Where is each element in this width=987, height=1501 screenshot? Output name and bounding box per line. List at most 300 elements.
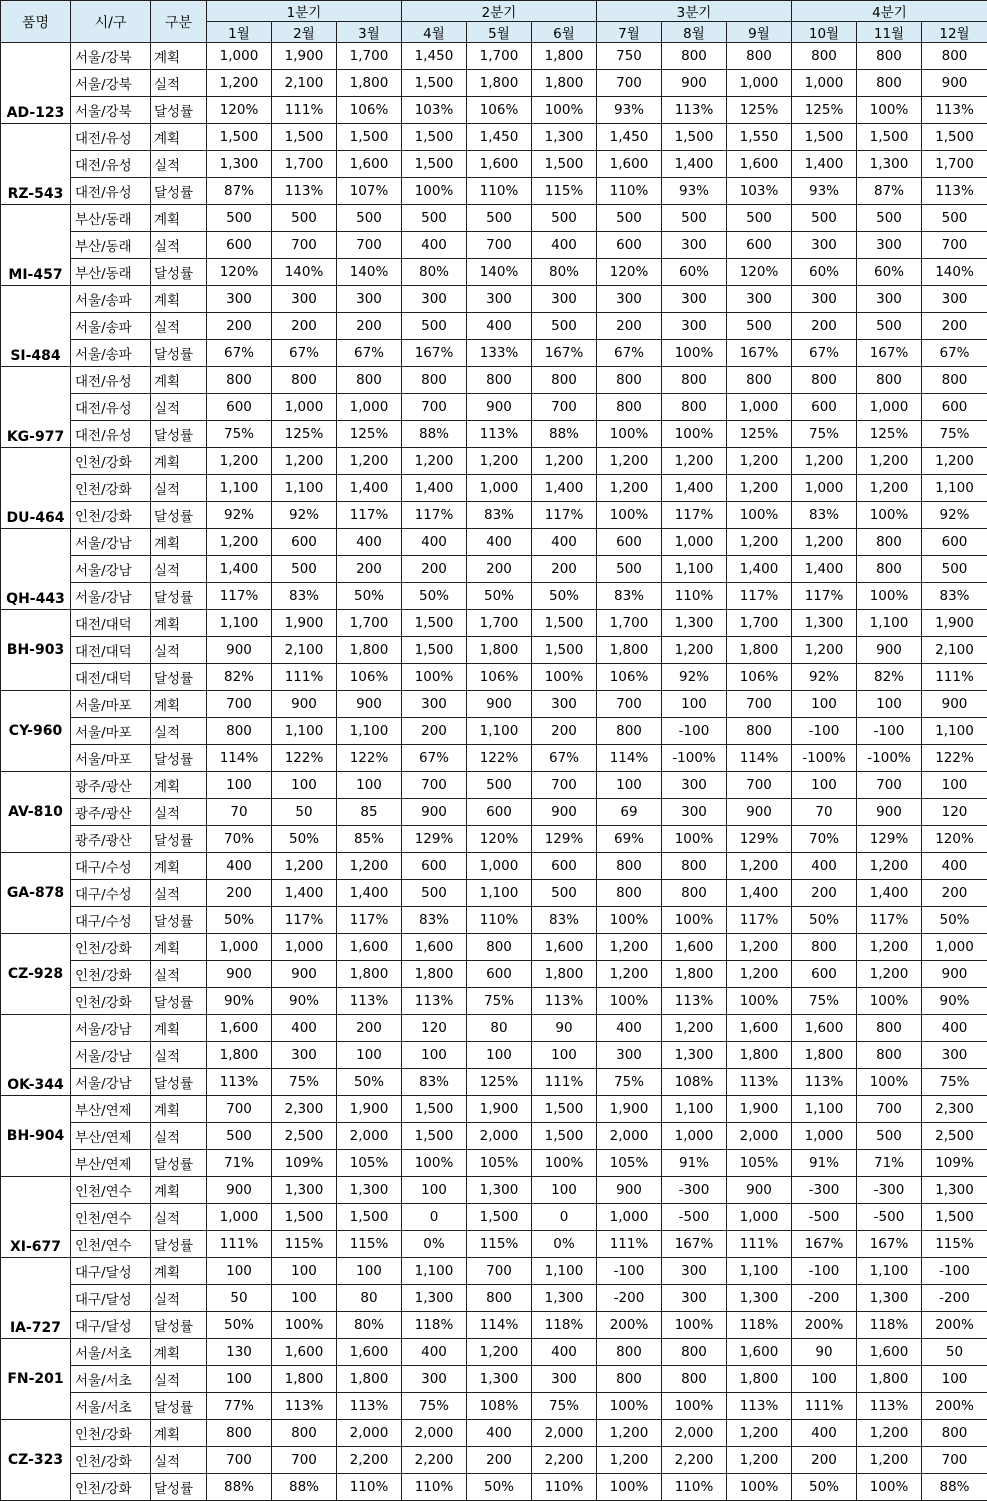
table-row [1, 1096, 987, 1123]
value-cell: 67% [597, 340, 662, 367]
value-cell: 70 [792, 799, 857, 826]
value-cell: 110% [662, 583, 727, 610]
value-cell: 90 [532, 1015, 597, 1042]
city-cell: 서울/마포 [71, 718, 151, 745]
value-cell: 900 [857, 799, 922, 826]
value-cell: 1,600 [727, 1339, 792, 1366]
value-cell: 100 [272, 1258, 337, 1285]
kind-cell: 계획 [151, 205, 207, 232]
value-cell: 1,600 [337, 1339, 402, 1366]
value-cell: -500 [792, 1204, 857, 1231]
value-cell: 125% [857, 421, 922, 448]
value-cell: 1,200 [597, 934, 662, 961]
value-cell: 105% [337, 1150, 402, 1177]
value-cell: 111% [597, 1231, 662, 1258]
value-cell: 1,200 [532, 448, 597, 475]
value-cell: -100 [597, 1258, 662, 1285]
value-cell: 800 [662, 1339, 727, 1366]
kind-cell: 계획 [151, 124, 207, 151]
value-cell: 1,400 [207, 556, 272, 583]
value-cell: 83% [402, 1069, 467, 1096]
kind-cell: 실적 [151, 313, 207, 340]
value-cell: 1,700 [922, 151, 987, 178]
kind-cell: 계획 [151, 691, 207, 718]
table-row [1, 1447, 987, 1474]
value-cell: 100% [597, 907, 662, 934]
value-cell: 1,500 [922, 124, 987, 151]
value-cell: 750 [597, 43, 662, 70]
value-cell: 50% [922, 907, 987, 934]
value-cell: 100% [662, 421, 727, 448]
table-row [1, 691, 987, 718]
value-cell: 100% [662, 826, 727, 853]
value-cell: 1,400 [337, 475, 402, 502]
value-cell: 117% [402, 502, 467, 529]
value-cell: 1,900 [922, 610, 987, 637]
value-cell: 200 [207, 313, 272, 340]
city-cell: 인천/연수 [71, 1204, 151, 1231]
city-cell: 대전/유성 [71, 178, 151, 205]
value-cell: 113% [272, 178, 337, 205]
value-cell: -100% [662, 745, 727, 772]
value-cell: 1,200 [207, 529, 272, 556]
value-cell: 114% [597, 745, 662, 772]
value-cell: 1,800 [272, 1366, 337, 1393]
value-cell: 800 [662, 853, 727, 880]
value-cell: 111% [727, 1231, 792, 1258]
value-cell: 100 [207, 1258, 272, 1285]
city-cell: 인천/강화 [71, 1474, 151, 1501]
value-cell: 1,500 [207, 124, 272, 151]
value-cell: 117% [272, 907, 337, 934]
kind-cell: 계획 [151, 1177, 207, 1204]
value-cell: 1,100 [272, 475, 337, 502]
value-cell: 1,700 [272, 151, 337, 178]
value-cell: 300 [857, 286, 922, 313]
value-cell: 200 [597, 313, 662, 340]
value-cell: 115% [532, 178, 597, 205]
product-name: AV-810 [1, 772, 71, 853]
kind-cell: 계획 [151, 448, 207, 475]
value-cell: 100 [272, 772, 337, 799]
value-cell: 109% [922, 1150, 987, 1177]
value-cell: 1,200 [727, 475, 792, 502]
value-cell: 1,500 [402, 637, 467, 664]
value-cell: 1,200 [792, 637, 857, 664]
value-cell: 300 [662, 772, 727, 799]
value-cell: 1,700 [467, 610, 532, 637]
value-cell: 1,300 [662, 1042, 727, 1069]
value-cell: 1,450 [402, 43, 467, 70]
kind-cell: 계획 [151, 1420, 207, 1447]
value-cell: 91% [792, 1150, 857, 1177]
value-cell: 67% [532, 745, 597, 772]
value-cell: 400 [467, 313, 532, 340]
table-row [1, 664, 987, 691]
value-cell: 100% [402, 178, 467, 205]
product-name: KG-977 [1, 367, 71, 448]
value-cell: 1,300 [662, 610, 727, 637]
value-cell: -300 [857, 1177, 922, 1204]
value-cell: 2,200 [402, 1447, 467, 1474]
value-cell: 1,300 [467, 1177, 532, 1204]
value-cell: 400 [597, 1015, 662, 1042]
value-cell: 1,500 [402, 124, 467, 151]
value-cell: 113% [922, 178, 987, 205]
value-cell: 0% [532, 1231, 597, 1258]
value-cell: 1,400 [662, 151, 727, 178]
value-cell: 900 [922, 691, 987, 718]
value-cell: 120% [207, 259, 272, 286]
value-cell: 300 [272, 1042, 337, 1069]
value-cell: 117% [337, 502, 402, 529]
value-cell: 125% [337, 421, 402, 448]
value-cell: 800 [727, 718, 792, 745]
value-cell: 106% [467, 97, 532, 124]
value-cell: 500 [857, 205, 922, 232]
value-cell: 50% [207, 1312, 272, 1339]
value-cell: 1,000 [467, 853, 532, 880]
kind-cell: 계획 [151, 286, 207, 313]
value-cell: 700 [402, 772, 467, 799]
kind-cell: 실적 [151, 1042, 207, 1069]
value-cell: 700 [922, 232, 987, 259]
value-cell: 500 [402, 880, 467, 907]
value-cell: 71% [207, 1150, 272, 1177]
value-cell: 1,500 [272, 1204, 337, 1231]
value-cell: 700 [467, 1258, 532, 1285]
value-cell: 1,000 [922, 934, 987, 961]
value-cell: 700 [207, 1096, 272, 1123]
value-cell: 1,200 [727, 934, 792, 961]
value-cell: 800 [337, 367, 402, 394]
value-cell: 67% [792, 340, 857, 367]
value-cell: 100% [532, 1150, 597, 1177]
product-name: BH-904 [1, 1096, 71, 1177]
value-cell: 300 [532, 286, 597, 313]
table-row [1, 853, 987, 880]
value-cell: 600 [532, 853, 597, 880]
value-cell: 1,900 [597, 1096, 662, 1123]
city-cell: 인천/강화 [71, 502, 151, 529]
value-cell: 1,300 [857, 1285, 922, 1312]
value-cell: 1,100 [792, 1096, 857, 1123]
value-cell: 50 [272, 799, 337, 826]
city-cell: 광주/광산 [71, 772, 151, 799]
value-cell: 800 [272, 367, 337, 394]
value-cell: 100% [662, 340, 727, 367]
value-cell: 200% [597, 1312, 662, 1339]
city-cell: 서울/송파 [71, 313, 151, 340]
value-cell: 1,500 [467, 1204, 532, 1231]
value-cell: 100 [207, 1366, 272, 1393]
value-cell: -200 [922, 1285, 987, 1312]
value-cell: 1,800 [337, 961, 402, 988]
value-cell: 113% [727, 1069, 792, 1096]
value-cell: 800 [207, 367, 272, 394]
header-month: 9월 [727, 22, 792, 43]
value-cell: 92% [662, 664, 727, 691]
value-cell: 114% [467, 1312, 532, 1339]
product-name: IA-727 [1, 1258, 71, 1339]
value-cell: -100 [662, 718, 727, 745]
value-cell: 900 [597, 1177, 662, 1204]
value-cell: 50% [792, 907, 857, 934]
value-cell: 700 [272, 1447, 337, 1474]
value-cell: 1,200 [467, 1339, 532, 1366]
kind-cell: 계획 [151, 934, 207, 961]
value-cell: 88% [207, 1474, 272, 1501]
header-month: 4월 [402, 22, 467, 43]
value-cell: 1,300 [467, 1366, 532, 1393]
city-cell: 부산/연제 [71, 1096, 151, 1123]
table-row [1, 934, 987, 961]
city-cell: 인천/강화 [71, 448, 151, 475]
city-cell: 서울/강북 [71, 70, 151, 97]
value-cell: 200 [337, 1015, 402, 1042]
value-cell: 500 [922, 205, 987, 232]
value-cell: 70% [792, 826, 857, 853]
value-cell: 1,600 [402, 934, 467, 961]
value-cell: 110% [597, 178, 662, 205]
value-cell: 106% [337, 97, 402, 124]
value-cell: 1,600 [792, 1015, 857, 1042]
value-cell: 800 [532, 367, 597, 394]
value-cell: 1,200 [337, 448, 402, 475]
value-cell: 1,200 [597, 961, 662, 988]
value-cell: 700 [467, 232, 532, 259]
value-cell: 1,200 [727, 961, 792, 988]
table-row [1, 745, 987, 772]
value-cell: 83% [272, 583, 337, 610]
value-cell: 107% [337, 178, 402, 205]
value-cell: 1,800 [727, 1042, 792, 1069]
value-cell: 800 [727, 43, 792, 70]
value-cell: 300 [662, 286, 727, 313]
value-cell: 1,000 [337, 394, 402, 421]
value-cell: 800 [467, 367, 532, 394]
value-cell: 700 [727, 772, 792, 799]
product-name: CY-960 [1, 691, 71, 772]
value-cell: 300 [207, 286, 272, 313]
value-cell: 1,300 [792, 610, 857, 637]
header-month: 3월 [337, 22, 402, 43]
value-cell: 2,000 [467, 1123, 532, 1150]
value-cell: 1,000 [792, 1123, 857, 1150]
value-cell: 75% [532, 1393, 597, 1420]
value-cell: 85 [337, 799, 402, 826]
value-cell: -100 [857, 718, 922, 745]
product-name: OK-344 [1, 1015, 71, 1096]
value-cell: 1,500 [337, 124, 402, 151]
value-cell: 500 [662, 205, 727, 232]
value-cell: 0 [402, 1204, 467, 1231]
value-cell: 88% [402, 421, 467, 448]
value-cell: 2,100 [272, 70, 337, 97]
value-cell: 100% [727, 988, 792, 1015]
value-cell: 400 [922, 1015, 987, 1042]
city-cell: 대전/유성 [71, 394, 151, 421]
value-cell: 1,100 [922, 475, 987, 502]
value-cell: 1,400 [662, 475, 727, 502]
value-cell: 200 [922, 880, 987, 907]
value-cell: 1,100 [467, 718, 532, 745]
header-month: 2월 [272, 22, 337, 43]
kind-cell: 실적 [151, 232, 207, 259]
value-cell: 300 [467, 286, 532, 313]
kind-cell: 실적 [151, 961, 207, 988]
value-cell: 300 [402, 286, 467, 313]
value-cell: 100% [597, 1393, 662, 1420]
value-cell: 88% [922, 1474, 987, 1501]
value-cell: 80% [402, 259, 467, 286]
kind-cell: 달성률 [151, 340, 207, 367]
value-cell: 800 [857, 529, 922, 556]
kind-cell: 달성률 [151, 259, 207, 286]
value-cell: 100% [662, 907, 727, 934]
kind-cell: 실적 [151, 475, 207, 502]
city-cell: 서울/송파 [71, 340, 151, 367]
value-cell: 118% [532, 1312, 597, 1339]
value-cell: 1,800 [467, 637, 532, 664]
value-cell: 1,200 [337, 853, 402, 880]
table-row [1, 367, 987, 394]
value-cell: 600 [597, 529, 662, 556]
value-cell: 100 [337, 1042, 402, 1069]
value-cell: 120% [467, 826, 532, 853]
value-cell: 100% [662, 1393, 727, 1420]
value-cell: 100 [662, 691, 727, 718]
value-cell: 300 [792, 232, 857, 259]
value-cell: 100% [857, 97, 922, 124]
value-cell: 1,400 [727, 556, 792, 583]
kind-cell: 실적 [151, 880, 207, 907]
value-cell: 111% [922, 664, 987, 691]
value-cell: 1,300 [272, 1177, 337, 1204]
value-cell: 1,400 [402, 475, 467, 502]
value-cell: 600 [792, 961, 857, 988]
city-cell: 대전/유성 [71, 421, 151, 448]
value-cell: 1,100 [402, 1258, 467, 1285]
value-cell: 800 [662, 880, 727, 907]
city-cell: 서울/강남 [71, 1069, 151, 1096]
value-cell: 83% [792, 502, 857, 529]
value-cell: 800 [402, 367, 467, 394]
value-cell: 1,000 [792, 70, 857, 97]
value-cell: 800 [597, 394, 662, 421]
value-cell: -100 [922, 1258, 987, 1285]
value-cell: 1,300 [207, 151, 272, 178]
city-cell: 서울/송파 [71, 286, 151, 313]
value-cell: 100% [402, 1150, 467, 1177]
value-cell: 117% [532, 502, 597, 529]
city-cell: 인천/강화 [71, 1447, 151, 1474]
value-cell: 1,600 [727, 1015, 792, 1042]
value-cell: 100 [857, 691, 922, 718]
value-cell: 120% [207, 97, 272, 124]
value-cell: 71% [857, 1150, 922, 1177]
value-cell: 800 [792, 934, 857, 961]
value-cell: 118% [727, 1312, 792, 1339]
value-cell: 400 [402, 1339, 467, 1366]
kind-cell: 실적 [151, 1204, 207, 1231]
kind-cell: 계획 [151, 1015, 207, 1042]
value-cell: 700 [857, 1096, 922, 1123]
value-cell: 300 [792, 286, 857, 313]
value-cell: 110% [467, 178, 532, 205]
city-cell: 광주/광산 [71, 826, 151, 853]
value-cell: 900 [727, 1177, 792, 1204]
table-row [1, 772, 987, 799]
value-cell: 1,200 [662, 637, 727, 664]
value-cell: 113% [337, 988, 402, 1015]
value-cell: 100 [532, 1177, 597, 1204]
table-row [1, 907, 987, 934]
value-cell: 1,400 [857, 880, 922, 907]
value-cell: 130 [207, 1339, 272, 1366]
table-row [1, 1042, 987, 1069]
value-cell: 800 [792, 43, 857, 70]
city-cell: 대구/달성 [71, 1258, 151, 1285]
value-cell: 1,800 [207, 1042, 272, 1069]
value-cell: 90% [272, 988, 337, 1015]
value-cell: 105% [467, 1150, 532, 1177]
value-cell: 70% [207, 826, 272, 853]
value-cell: 500 [922, 556, 987, 583]
value-cell: 1,500 [402, 610, 467, 637]
kind-cell: 계획 [151, 610, 207, 637]
value-cell: 50% [792, 1474, 857, 1501]
value-cell: 500 [207, 205, 272, 232]
value-cell: 1,100 [272, 718, 337, 745]
table-row [1, 718, 987, 745]
value-cell: 93% [792, 178, 857, 205]
value-cell: 1,100 [467, 880, 532, 907]
value-cell: 117% [727, 907, 792, 934]
kind-cell: 달성률 [151, 745, 207, 772]
city-cell: 서울/서초 [71, 1393, 151, 1420]
value-cell: 75% [922, 1069, 987, 1096]
value-cell: 1,500 [337, 1204, 402, 1231]
value-cell: 109% [272, 1150, 337, 1177]
value-cell: 1,400 [792, 151, 857, 178]
value-cell: 110% [532, 1474, 597, 1501]
value-cell: 500 [272, 556, 337, 583]
value-cell: 800 [597, 1366, 662, 1393]
value-cell: 100% [272, 1312, 337, 1339]
value-cell: -200 [597, 1285, 662, 1312]
value-cell: 800 [662, 394, 727, 421]
value-cell: 82% [857, 664, 922, 691]
value-cell: 600 [402, 853, 467, 880]
value-cell: 1,400 [792, 556, 857, 583]
value-cell: 300 [727, 286, 792, 313]
value-cell: 1,300 [922, 1177, 987, 1204]
value-cell: 300 [597, 286, 662, 313]
value-cell: 1,800 [402, 961, 467, 988]
value-cell: 200 [272, 313, 337, 340]
value-cell: 1,300 [402, 1285, 467, 1312]
value-cell: 1,200 [922, 448, 987, 475]
value-cell: 700 [597, 691, 662, 718]
value-cell: 2,000 [337, 1420, 402, 1447]
kind-cell: 실적 [151, 1123, 207, 1150]
city-cell: 부산/동래 [71, 259, 151, 286]
value-cell: 75% [272, 1069, 337, 1096]
value-cell: -300 [662, 1177, 727, 1204]
kind-cell: 실적 [151, 637, 207, 664]
value-cell: 800 [792, 367, 857, 394]
